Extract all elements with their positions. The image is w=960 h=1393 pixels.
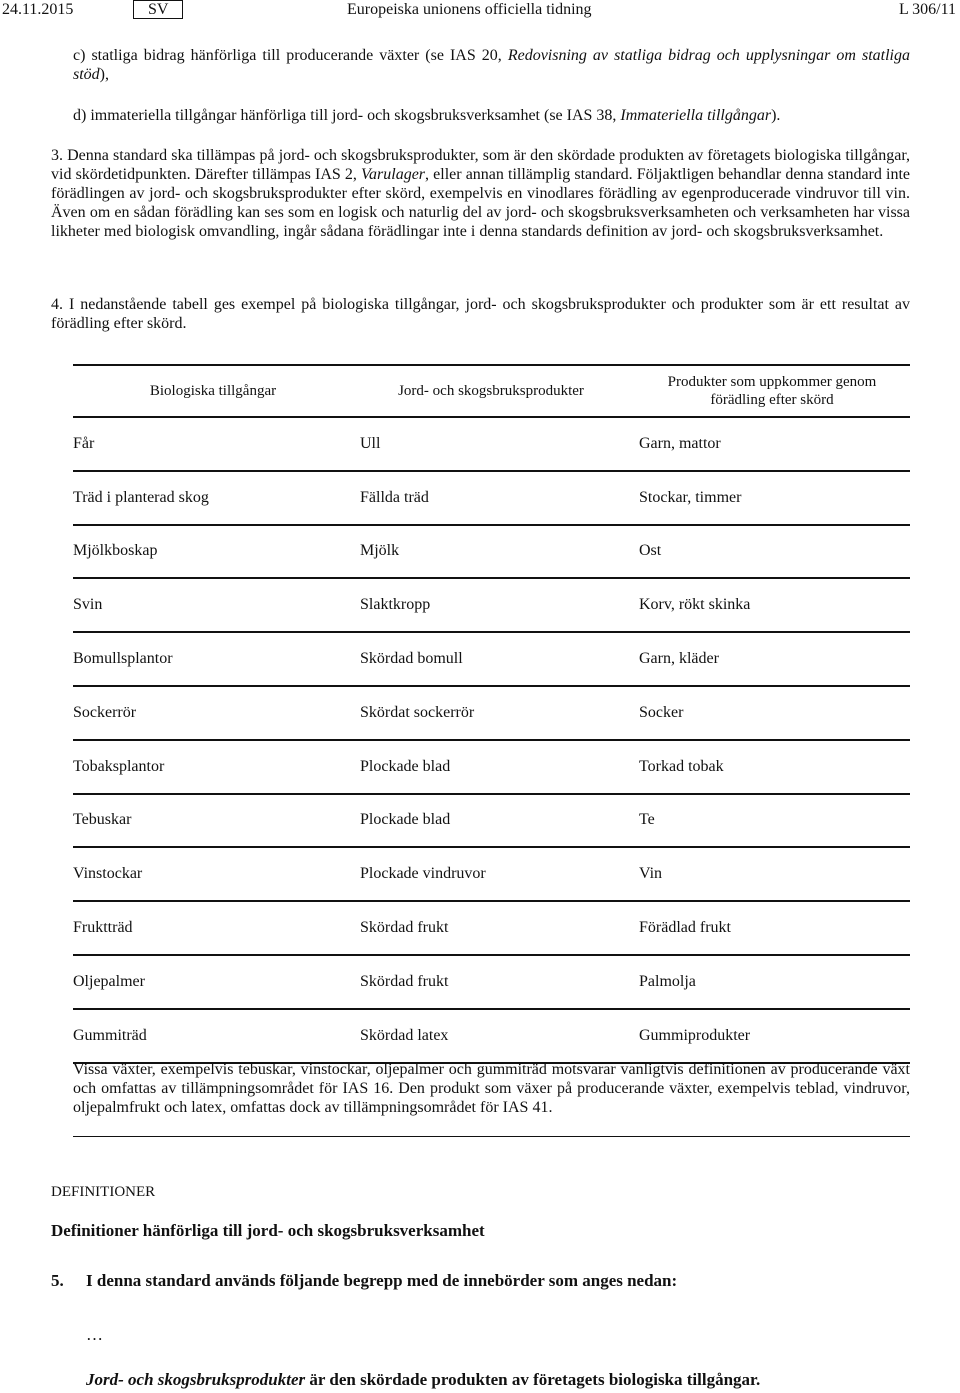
- header-biological-assets: Biologiska tillgångar: [149, 383, 277, 399]
- cell-biological-asset: Träd i planterad skog: [73, 488, 209, 506]
- paragraph-3-text: 3. Denna standard ska tillämpas på jord- och skogsbruksprodukter, som är den skördade produkten av företagets biologiska tillgångar, vid skördetidpunkten. Därefter tillämpas IAS 2,: [51, 147, 910, 183]
- examples-table: [73, 364, 910, 1064]
- cell-agricultural-produce: Ull: [360, 434, 381, 452]
- header-processed-products: Produkter som uppkommer genom förädling efter skörd: [667, 374, 877, 408]
- divider: [73, 1136, 910, 1137]
- item-c-text: c) statliga bidrag hänförliga till producerande växter (se IAS 20,: [73, 47, 508, 64]
- cell-agricultural-produce: Skördad frukt: [360, 972, 449, 990]
- table-row: [73, 956, 910, 1010]
- cell-agricultural-produce: Fällda träd: [360, 488, 429, 506]
- cell-processed-product: Te: [639, 811, 655, 829]
- cell-processed-product: Palmolja: [639, 972, 696, 990]
- paragraph-3: [51, 146, 910, 241]
- item-5-number: 5.: [51, 1271, 64, 1290]
- item-c-end: ),: [99, 66, 109, 83]
- cell-agricultural-produce: Plockade vindruvor: [360, 865, 486, 883]
- cell-biological-asset: Svin: [73, 596, 103, 614]
- cell-processed-product: Torkad tobak: [639, 757, 724, 775]
- paragraph-3-text-end: , eller annan tillämplig standard. Följaktligen behandlar denna standard inte förädlingen av jord- och skogsbruksprodukter efter skörd, exempelvis en vinodlares förädling av egenproducerade vindruvor till vin. Även om en sådan förädling kan ses som en logisk och naturlig del av jord- och skogsbruksverksamheten och verksamheten har vissa likheter med biologisk omvandling, ingår sådana förädlingar inte i denna standards definition av jord- och skogsbruksverksamhet.: [51, 166, 910, 240]
- cell-processed-product: Vin: [639, 865, 663, 883]
- item-5-text: I denna standard används följande begrepp med de innebörder som anges nedan:: [86, 1271, 678, 1290]
- cell-processed-product: Garn, mattor: [639, 434, 721, 452]
- section-label: DEFINITIONER: [51, 1184, 156, 1200]
- journal-title: Europeiska unionens officiella tidning: [347, 1, 592, 18]
- table-row: [73, 687, 910, 741]
- paragraph-4: 4. I nedanstående tabell ges exempel på biologiska tillgångar, jord- och skogsbruksprodukter och produkter som är ett resultat av förädling efter skörd.: [51, 296, 910, 332]
- cell-biological-asset: Bomullsplantor: [73, 650, 173, 668]
- item-d-italic: Immateriella tillgångar: [620, 107, 772, 124]
- table-note: Vissa växter, exempelvis tebuskar, vinstockar, oljepalmer och gummiträd motsvarar vanligtvis definitionen av producerande växt och omfattas av tillämpningsområdet för IAS 16. Den produkt som växer på producerande växter, exempelvis teblad, vindruvor, oljepalmfrukt och latex, omfattas dock av tillämpningsområdet för IAS 41.: [73, 1061, 910, 1116]
- table-row: [73, 848, 910, 902]
- language-badge: [133, 0, 183, 20]
- cell-agricultural-produce: Plockade blad: [360, 757, 451, 775]
- cell-biological-asset: Vinstockar: [73, 865, 143, 883]
- cell-processed-product: Gummiprodukter: [639, 1026, 751, 1044]
- cell-processed-product: Socker: [639, 703, 684, 721]
- cell-agricultural-produce: Plockade blad: [360, 811, 451, 829]
- cell-processed-product: Stockar, timmer: [639, 488, 742, 506]
- cell-biological-asset: Oljepalmer: [73, 972, 145, 990]
- cell-biological-asset: Tebuskar: [73, 811, 132, 829]
- table-row: [73, 741, 910, 795]
- cell-processed-product: Garn, kläder: [639, 650, 719, 668]
- header-agricultural-produce: Jord- och skogsbruksprodukter: [398, 383, 584, 399]
- publication-date: 24.11.2015: [2, 1, 74, 18]
- table-row: [73, 795, 910, 849]
- cell-processed-product: Ost: [639, 542, 662, 560]
- table-row: [73, 472, 910, 526]
- table-row: [73, 579, 910, 633]
- item-d-text: d) immateriella tillgångar hänförliga till jord- och skogsbruksverksamhet (se IAS 38,: [73, 107, 621, 124]
- definitions-heading: Definitioner hänförliga till jord- och skogsbruksverksamhet: [51, 1221, 485, 1240]
- cell-biological-asset: Tobaksplantor: [73, 757, 165, 775]
- paragraph-3-italic: Varulager: [361, 166, 426, 183]
- table-body: [73, 418, 910, 1064]
- item-c: [73, 46, 910, 84]
- table-row: [73, 633, 910, 687]
- definition-jord-skogsbruksprodukter: [86, 1370, 760, 1390]
- cell-biological-asset: Fruktträd: [73, 919, 133, 937]
- table-row: [73, 418, 910, 472]
- cell-processed-product: Förädlad frukt: [639, 919, 731, 937]
- table-row: [73, 1010, 910, 1064]
- cell-agricultural-produce: Slaktkropp: [360, 596, 431, 614]
- defined-term: Jord- och skogsbruksprodukter: [86, 1370, 306, 1389]
- page-number: L 306/11: [898, 1, 956, 18]
- cell-agricultural-produce: Mjölk: [360, 542, 400, 560]
- item-c-italic: Redovisning av statliga bidrag och upplysningar om statliga stöd: [73, 47, 910, 83]
- ellipsis: …: [86, 1325, 103, 1344]
- cell-agricultural-produce: Skördad bomull: [360, 650, 463, 668]
- table-header-row: [73, 366, 910, 418]
- cell-biological-asset: Får: [73, 434, 95, 452]
- cell-biological-asset: Mjölkboskap: [73, 542, 158, 560]
- item-d-end: ).: [771, 107, 781, 124]
- cell-agricultural-produce: Skördat sockerrör: [360, 703, 475, 721]
- cell-agricultural-produce: Skördad latex: [360, 1026, 449, 1044]
- table-row: [73, 902, 910, 956]
- item-d: [73, 106, 910, 125]
- language-code: SV: [133, 0, 183, 19]
- cell-biological-asset: Gummiträd: [73, 1026, 147, 1044]
- cell-agricultural-produce: Skördad frukt: [360, 919, 449, 937]
- table-row: [73, 526, 910, 580]
- cell-processed-product: Korv, rökt skinka: [639, 596, 751, 614]
- definition-text: är den skördade produkten av företagets biologiska tillgångar.: [305, 1370, 761, 1389]
- cell-biological-asset: Sockerrör: [73, 703, 137, 721]
